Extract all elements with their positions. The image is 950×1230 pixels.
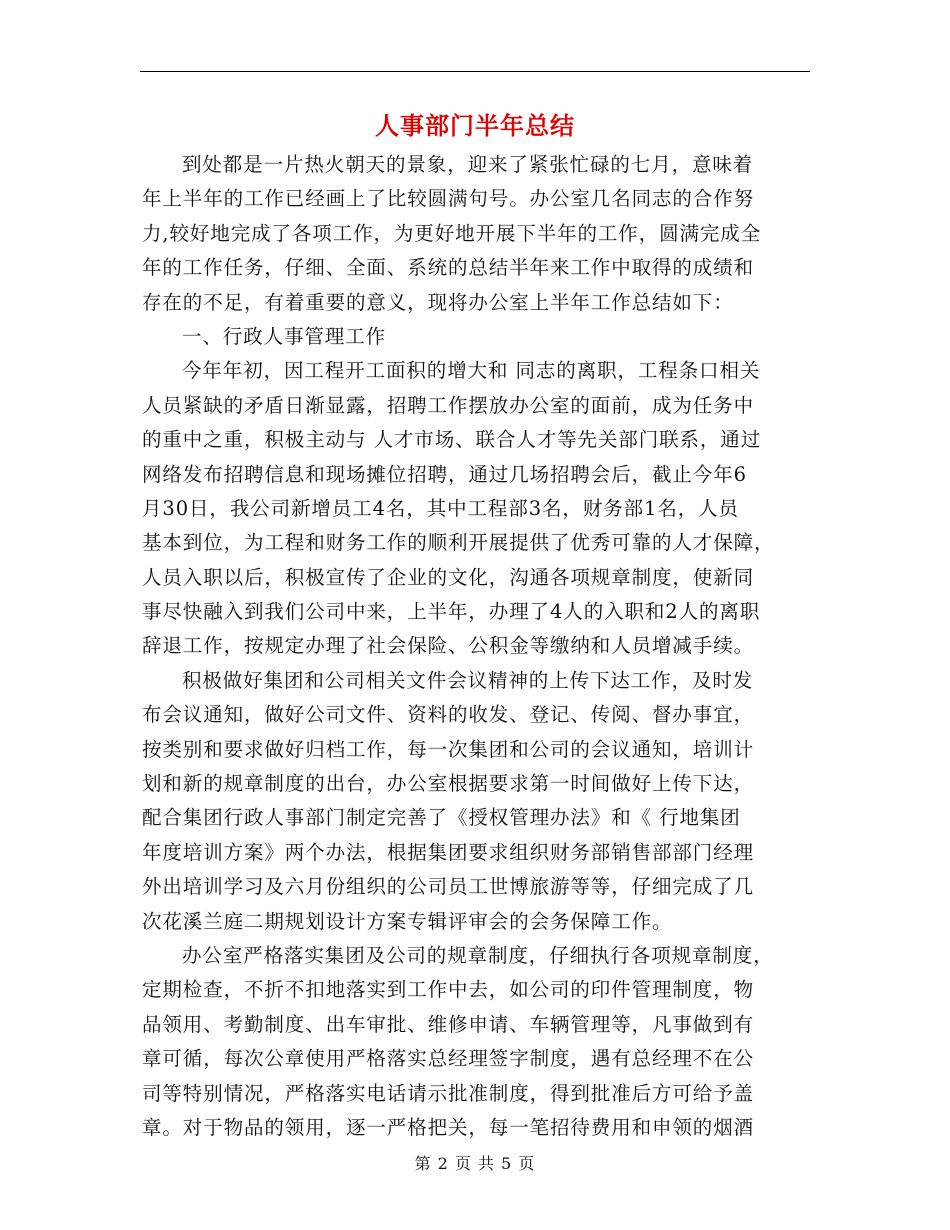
body-line: 办公室严格落实集团及公司的规章制度，仔细执行各项规章制度，	[182, 943, 774, 967]
body-line: 事尽快融入到我们公司中来，上半年，办理了4人的入职和2人的离职	[142, 600, 761, 624]
body-line: 年上半年的工作已经画上了比较圆满句号。办公室几名同志的合作努	[142, 187, 755, 211]
body-line: 配合集团行政人事部门制定完善了《授权管理办法》和《 行地集团	[142, 806, 741, 830]
body-line: 外出培训学习及六月份组织的公司员工世博旅游等等，仔细完成了几	[142, 875, 755, 899]
page-number: 第 2 页 共 5 页	[414, 1154, 536, 1173]
body-line: 人员紧缺的矛盾日渐显露，招聘工作摆放办公室的面前，成为任务中	[142, 393, 755, 417]
body-line: 今年年初，因工程开工面积的增大和 同志的离职，工程条口相关	[182, 359, 761, 383]
document-body	[142, 148, 808, 1145]
body-line: 积极做好集团和公司相关文件会议精神的上传下达工作，及时发	[182, 668, 754, 692]
body-line: 基本到位，为工程和财务工作的顺利开展提供了优秀可靠的人才保障，	[142, 531, 775, 555]
body-line: 月30日，我公司新增员工4名，其中工程部3名，财务部1名，人员	[142, 496, 739, 520]
body-line: 存在的不足，有着重要的意义，现将办公室上半年工作总结如下：	[142, 290, 734, 314]
body-line: 年度培训方案》两个办法，根据集团要求组织财务部销售部部门经理	[142, 840, 755, 864]
body-line: 一、行政人事管理工作	[182, 324, 387, 348]
body-line: 司等特别情况，严格落实电话请示批准制度，得到批准后方可给予盖	[142, 1081, 755, 1105]
body-line: 章可循，每次公章使用严格落实总经理签字制度，遇有总经理不在公	[142, 1047, 755, 1071]
body-line: 章。对于物品的领用，逐一严格把关，每一笔招待费用和申领的烟酒	[142, 1115, 755, 1139]
body-line: 的重中之重，积极主动与 人才市场、联合人才等先关部门联系，通过	[142, 428, 762, 452]
body-line: 定期检查，不折不扣地落实到工作中去，如公司的印件管理制度，物	[142, 978, 755, 1002]
body-line: 辞退工作，按规定办理了社会保险、公积金等缴纳和人员增减手续。	[142, 634, 755, 658]
body-line: 人员入职以后，积极宣传了企业的文化，沟通各项规章制度，使新同	[142, 565, 755, 589]
body-line: 年的工作任务，仔细、全面、系统的总结半年来工作中取得的成绩和	[142, 256, 755, 280]
body-line: 网络发布招聘信息和现场摊位招聘，通过几场招聘会后，截止今年6	[142, 462, 747, 486]
body-line: 划和新的规章制度的出台，办公室根据要求第一时间做好上传下达，	[142, 772, 755, 796]
body-line: 次花溪兰庭二期规划设计方案专辑评审会的会务保障工作。	[142, 909, 673, 933]
body-line: 品领用、考勤制度、出车审批、维修申请、车辆管理等，凡事做到有	[142, 1012, 755, 1036]
body-line: 按类别和要求做好归档工作，每一次集团和公司的会议通知，培训计	[142, 737, 755, 761]
body-line: 到处都是一片热火朝天的景象，迎来了紧张忙碌的七月，意味着	[182, 153, 754, 176]
header-rule	[140, 71, 810, 72]
body-line: 力,较好地完成了各项工作，为更好地开展下半年的工作，圆满完成全	[142, 221, 762, 245]
body-line: 布会议通知，做好公司文件、资料的收发、登记、传阅、督办事宜，	[142, 703, 755, 727]
document-title: 人事部门半年总结	[375, 111, 575, 140]
